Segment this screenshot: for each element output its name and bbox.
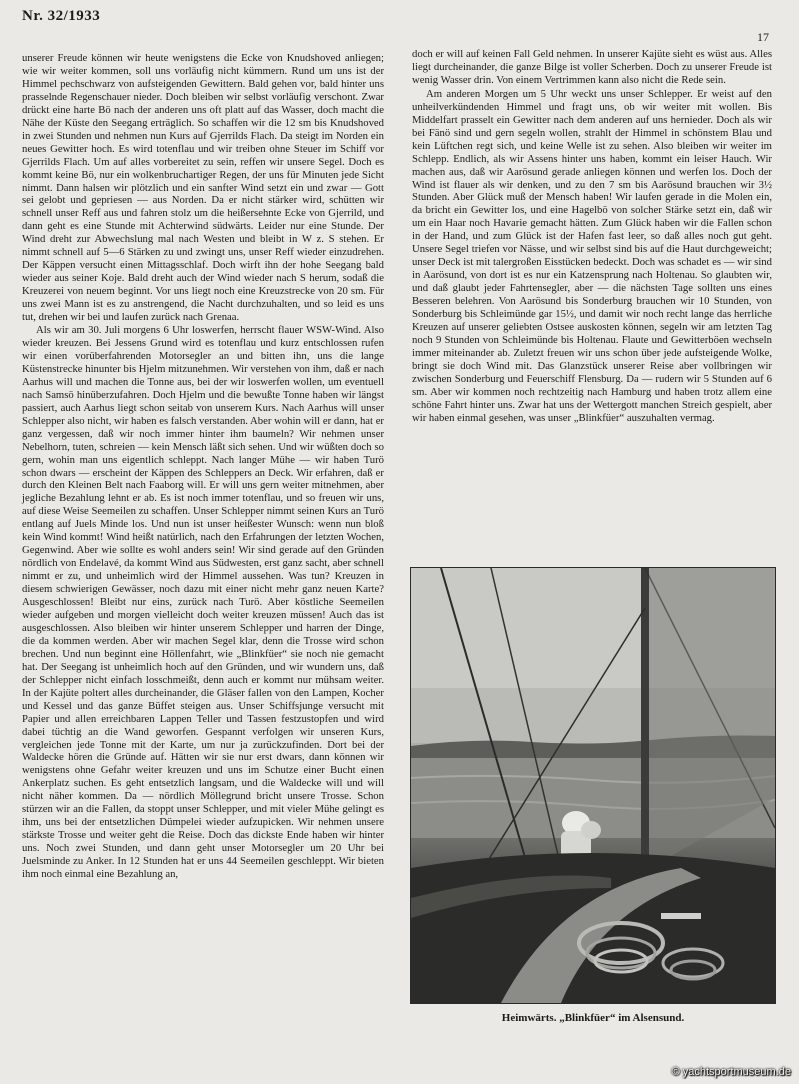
watermark: © yachtsportmuseum.de: [671, 1066, 791, 1078]
paragraph: doch er will auf keinen Fall Geld nehmen. In unserer Kajüte sieht es wüst aus. Alles liegt durcheinander, die ganze Bilge ist voller Scherben. Doch zu unserer Freude ist wenig Wasser drin. Von einem Vertrimmen kann also nicht die Rede sein.: [412, 48, 772, 86]
photo-caption: Heimwärts. „Blinkfüer“ im Alsensund.: [501, 1012, 685, 1024]
paragraph: Am anderen Morgen um 5 Uhr weckt uns unser Schlepper. Er weist auf den unheilverkündenden Himmel und fragt uns, ob wir weiter mit wollen. Bis Middelfart prasselt ein Gewitter nach dem anderen auf uns hernieder. Doch als wir bei Fänö sind und gern segeln wollen, strahlt der Himmel in schönstem Blau und kein Lüftchen regt sich, und keine Welle ist zu sehen. Also bleiben wir weiter im Schlepp. Endlich, als wir Assens hinter uns haben, kommt ein leiser Hauch. Wir machen aus, daß wir Aarösund gerade anliegen können und werfen los. Doch der Wind ist flauer als wir denken, und zu den 7 sm bis Aarösund brauchen wir 3½ Stunden. Aber Glück muß der Mensch haben! Wir laufen gerade in die Molen ein, da bricht ein Gewitter los, und eine Hagelbö von solcher Stärke setzt ein, daß wir um ein Haar noch Havarie gemacht hätten. Zum Glück haben wir die Fallen schon in der Hand, und zum Glück ist der Hafen fast leer, so daß alles noch gut geht. Unsere Segel triefen vor Nässe, und wir selbst sind bis auf die Haut durchgeweicht; unser Deck ist mit talergroßen Eisstücken bedeckt. Doch was schadet es — wir sind in Aarösund, von dort ist es nur ein Katzensprung nach Holtenau. So glaubten wir, und daß glaubt jeder Fahrtensegler, aber — die nächsten Tage sollten uns eines Besseren belehren. Von Aarösund bis Sonderburg brauchen wir 10 Stunden, von Sonderburg bis Schleimünde gar 15½, und damit wir noch recht lange das herrliche Kreuzen auf unserer geliebten Ostsee auskosten können, segeln wir am letzten Tag noch 9 Stunden von Schleimünde bis Holtenau. Flaute und Gewitterböen wechseln immer miteinander ab. Zuletzt freuen wir uns schon über jede aufsteigende Wolke, bringt sie doch Wind mit. Das Glanzstück unserer Reise aber vollbringen wir zwischen Sonderburg und Feuerschiff Flensburg. Da — rudern wir 5 Stunden auf 6 sm. Aber wir kommen noch rechtzeitig nach Hamburg und haben trotz allem eine schöne Fahrt hinter uns. Zwar hat uns der Wettergott manchen Streich gespielt, aber wir haben einmal gesehen, was unser „Blinkfüer“ auszuhalten vermag.: [412, 87, 772, 424]
page-number: 17: [757, 30, 769, 44]
left-column: [22, 52, 384, 881]
paragraph: Als wir am 30. Juli morgens 6 Uhr loswerfen, herrscht flauer WSW-Wind. Also wieder kreuzen. Bei Jessens Grund wird es totenflau und kurz entschlossen rufen wir einen vorüberfahrenden Motorsegler an und bitten ihn, uns die lange Küstenstrecke hinunter bis Hjelm mitzunehmen. Wir verstehen von ihm, daß er nach Aarhus will und machen die Tonne aus, bei der wir loswerfen wollen, um eventuell nach Samsö hinüberzufahren. Doch Hjelm und die bewußte Tonne haben wir längst passiert, auch Aarhus liegt schon seitab von unserem Kurs. Nach Aarhus will unser Schlepper also nicht, wir haben es falsch verstanden. Aber wohin will er dann, hat er ganz vergessen, daß wir noch immer hinter ihm baumeln? Wir nehmen unser Nebelhorn, tuten, schreien — kein Mensch läßt sich sehen. Und wir wüßten doch so gern, wohin man uns eigentlich schleppt. Nach langer Mühe — wir haben Turö schon dwars — erscheint der Käppen des Schleppers an Deck. Wir erfahren, daß er durch den Kleinen Belt nach Faaborg will. Er will uns gern weiter mitnehmen, aber jegliche Bezahlung lehnt er ab. Es ist noch immer totenflau, und so freuen wir uns, auf diese Weise Seemeilen zu schaffen. Unser Schlepper nimmt seinen Kurs an Turö entlang auf Juels Minde los. Und nun ist unser heißester Wunsch: wenn nun bloß kein Wind kommt! Wind heißt natürlich, nach den Erfahrungen der letzten Wochen, Gegenwind. Aber wie sollte es wohl anders sein! Wir sind gerade auf den Gründen nördlich von Endelavé, da kommt Wind aus Südwesten, erst ganz sacht, aber schnell nimmt er zu, und unheimlich wird der Himmel aussehen. Was tun? Kreuzen in diesem schwierigen Gewässer, noch dazu mit einer nicht mehr ganz neuen Karte? Ausgeschlossen! Bleibt nur eins, zurück nach Turö. Aber köstliche Seemeilen wieder aufgeben und morgen vielleicht doch weiter kreuzen müssen! Auch das ist ausgeschlossen. Also bleiben wir hinter unserem Schlepper und harren der Dinge, die da kommen werden. Aber wir machen Segel klar, denn die Trosse wird schon brechen. Und nun beginnt eine Höllenfahrt, wie „Blinkfüer“ sie noch nie gemacht hat. Der Seegang ist unheimlich hoch auf den Gründen, und wir wundern uns, daß der Schlepper nicht einfach losschmeißt, denn auch er kommt nur mühsam weiter. In der Kajüte poltert alles durcheinander, die Gläser fallen von den Lampen, Kocher und Kessel und das ganze Büffet steigen aus. Unser Schiffsjunge versucht mit Papier und allen erreichbaren Lappen Teller und Tassen festzustopfen und wird dabei tüchtig an die Wand geworfen. Gespannt verfolgen wir unseren Kurs, vergleichen jede Tonne mit der Karte, um nur ja zurückzufinden. Dort bei der Waldecke hören die Gründe auf. Hätten wir sie nur erst dwars, dann können wir wenigstens ohne Gefahr weiter kreuzen und uns im Schutze einer Bucht einen Ankerplatz suchen. Es geht entsetzlich langsam, und die Waldecke will und will nicht näher kommen. Da — nördlich Möllegrund bricht unsere Trosse. Schon stürzen wir an die Fallen, da stoppt unser Schlepper, und mit vieler Mühe gelingt es ihm, uns bei der entsetzlichen Dümpelei wieder aufzupicken. Wir nehmen unsere stärkste Trosse und weiter geht die Reise. Doch das dickste Ende haben wir hinter uns. Noch zwei Stunden, und dann geht unser Motorsegler um 20 Uhr bei Juelsminde zu Anker. In 12 Stunden hat er uns 44 Seemeilen geschleppt. Wir bieten ihm noch einmal eine Bezahlung an,: [22, 324, 384, 881]
right-column: [412, 48, 772, 425]
paragraph: unserer Freude können wir heute wenigstens die Ecke von Knudshoved anliegen; wie wir weiter kommen, soll uns vorläufig nicht kümmern. Rund um uns ist der Himmel pechschwarz von aufsteigenden Gewittern. Bald gehen vor, bald hinter uns prasselnde Regenschauer nieder. Doch bleiben wir selbst vorläufig verschont. Zwar drückt eine harte Bö nach der anderen uns oft platt auf das Wasser, doch macht die Nähe der Küste den Seegang erträglich. So schaffen wir die 12 sm bis Knudshoved in zwei Stunden und nehmen nun Kurs auf Gjerrilds Flach. Da steigt im Norden ein neues Gewitter hoch. Es wird totenflau und wir treiben ohne Steuer im Schiff vor Gjerrilds Flach. Um auf alles vorbereitet zu sein, reffen wir unsere Segel. Doch es kommt keine Bö, nur ein wolkenbruchartiger Regen, der uns für Minuten jede Sicht nimmt. Dann halsen wir plötzlich und ein sanfter Wind setzt ein und zwar — Gott sei gelobt und gepriesen — aus Norden. Da er nicht stärker wird, schütten wir schnell unser Reff aus und fahren stolz um die heißersehnte Ecke von Gjerrild, und dann geht es eine Stunde mit Achterwind südwärts. Leider nur eine Stunde. Der Wind dreht zur Abwechslung mal nach Westen und bleibt in W z. S stehen. Er nimmt schnell auf 5—6 Stärken zu und zwingt uns, unser Reff wieder einzudrehen. Der Käppen versucht einen Mittagsschlaf. Doch wirft ihn der hohe Seegang bald wieder aus seiner Koje. Bald dreht auch der Wind wieder nach S herum, sodaß die Kreuzerei von neuem beginnt. Vor uns liegt noch eine Kreuzstrecke von 20 sm. Für uns zwei Mann ist es zu anstrengend, die Nacht durchzuhalten, und so leid es uns tut, drehen wir bei und laufen zurück nach Grenaa.: [22, 52, 384, 324]
photo-illustration: [411, 568, 775, 1003]
issue-number: Nr. 32/1933: [22, 8, 101, 24]
sailboat-photo: [410, 567, 776, 1004]
